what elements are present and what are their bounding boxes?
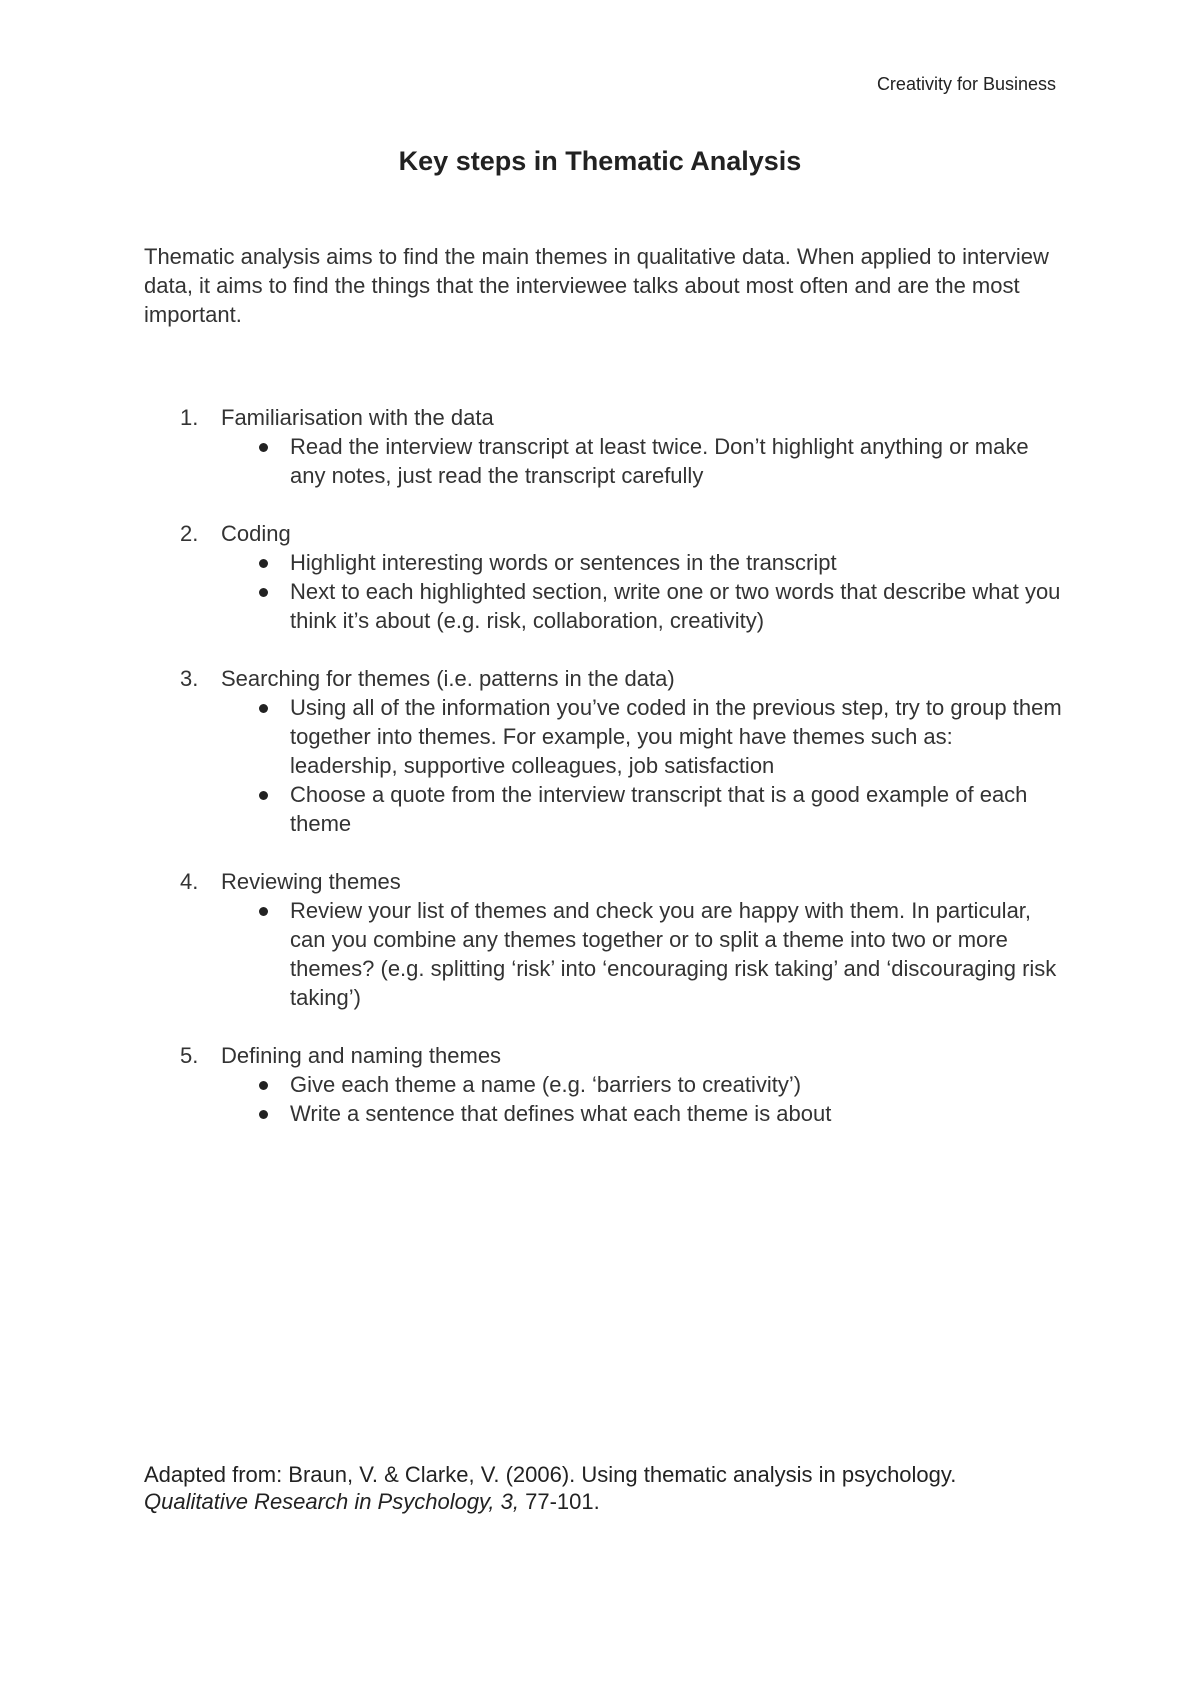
steps-list — [144, 403, 1064, 1157]
intro-paragraph: Thematic analysis aims to find the main themes in qualitative data. When applied to interview data, it aims to find the things that the interviewee talks about most often and are the most important. — [144, 244, 1049, 327]
step-bullets — [144, 896, 1064, 1012]
bullet-text: Highlight interesting words or sentences in the transcript — [290, 550, 837, 575]
bullet-dot-icon — [259, 1081, 268, 1090]
citation-line1: Adapted from: Braun, V. & Clarke, V. (2006). Using thematic analysis in psychology. — [144, 1462, 957, 1487]
bullet-dot-icon — [259, 791, 268, 800]
running-header: Creativity for Business — [876, 74, 1056, 94]
step-heading-text: Familiarisation with the data — [221, 405, 494, 430]
bullet-dot-icon — [259, 559, 268, 568]
page-title: Key steps in Thematic Analysis — [398, 146, 802, 176]
bullet-dot-icon — [259, 443, 268, 452]
step-item — [144, 519, 1064, 635]
step-number: 2. — [180, 521, 199, 546]
bullet-text: Give each theme a name (e.g. ‘barriers to creativity’) — [290, 1072, 802, 1097]
bullet-text: Choose a quote from the interview transcript that is a good example of each theme — [290, 782, 1028, 836]
step-item — [144, 403, 1064, 490]
step-heading — [144, 867, 1064, 896]
citation — [144, 1461, 1064, 1515]
step-heading — [144, 664, 1064, 693]
step-item — [144, 664, 1064, 838]
bullet-text: Using all of the information you’ve coded in the previous step, try to group them together into themes. For example, you might have themes such as: leadership, supportive colleagues, job satisfaction — [290, 695, 1062, 778]
step-bullets — [144, 548, 1064, 635]
bullet-item — [144, 1070, 1064, 1099]
bullet-dot-icon — [259, 1110, 268, 1119]
citation-pages: 77-101. — [519, 1489, 600, 1514]
step-item — [144, 867, 1064, 1012]
step-number: 5. — [180, 1043, 199, 1068]
step-bullets — [144, 693, 1064, 838]
step-number: 1. — [180, 405, 199, 430]
bullet-text: Next to each highlighted section, write one or two words that describe what you think it’s about (e.g. risk, collaboration, creativity) — [290, 579, 1061, 633]
step-heading-text: Searching for themes (i.e. patterns in the data) — [221, 666, 675, 691]
step-bullets — [144, 1070, 1064, 1128]
bullet-item — [144, 548, 1064, 577]
bullet-item — [144, 693, 1064, 780]
bullet-text: Read the interview transcript at least twice. Don’t highlight anything or make any notes, just read the transcript carefully — [290, 434, 1029, 488]
bullet-text: Write a sentence that defines what each theme is about — [290, 1101, 832, 1126]
bullet-item — [144, 1099, 1064, 1128]
citation-journal: Qualitative Research in Psychology, 3, — [144, 1489, 519, 1514]
step-heading-text: Defining and naming themes — [221, 1043, 502, 1068]
step-number: 4. — [180, 869, 199, 894]
step-heading-text: Coding — [221, 521, 291, 546]
bullet-dot-icon — [259, 907, 268, 916]
step-heading — [144, 519, 1064, 548]
step-heading — [144, 403, 1064, 432]
step-number: 3. — [180, 666, 199, 691]
bullet-item — [144, 896, 1064, 1012]
step-heading-text: Reviewing themes — [221, 869, 401, 894]
bullet-dot-icon — [259, 588, 268, 597]
bullet-text: Review your list of themes and check you are happy with them. In particular, can you combine any themes together or to split a theme into two or more themes? (e.g. splitting ‘risk’ into ‘encouraging risk taking’ and ‘discouraging risk taking’) — [290, 898, 1057, 1010]
bullet-item — [144, 780, 1064, 838]
bullet-dot-icon — [259, 704, 268, 713]
step-item — [144, 1041, 1064, 1128]
step-heading — [144, 1041, 1064, 1070]
bullet-item — [144, 432, 1064, 490]
step-bullets — [144, 432, 1064, 490]
bullet-item — [144, 577, 1064, 635]
